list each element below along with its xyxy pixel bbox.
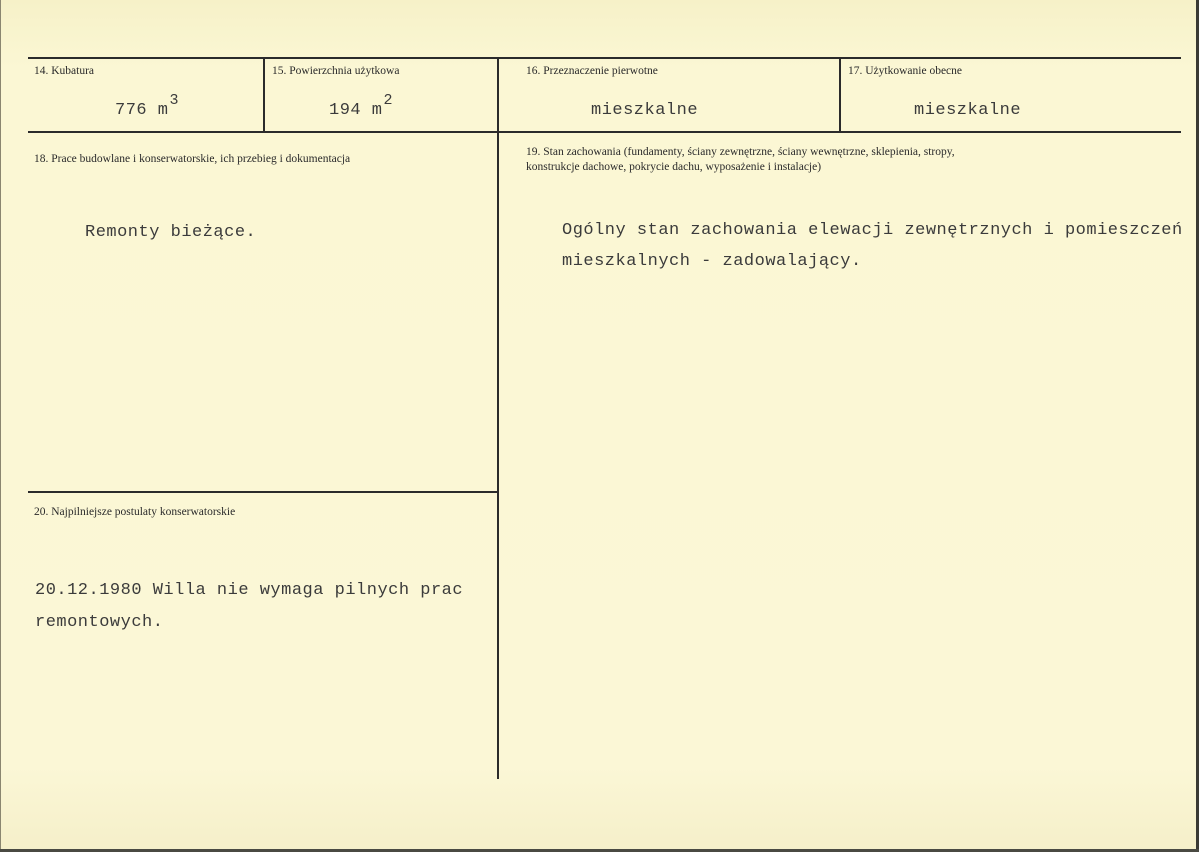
divider-14-15: [263, 58, 265, 132]
field-20-value-line1: 20.12.1980 Willa nie wymaga pilnych prac: [35, 581, 464, 600]
kubatura-exponent: 3: [169, 92, 180, 109]
field-20-label: 20. Najpilniejsze postulaty konserwatorskie: [34, 506, 236, 518]
top-rule: [28, 57, 1181, 59]
field-16-label: 16. Przeznaczenie pierwotne: [526, 65, 658, 77]
field18-bottom-rule: [28, 491, 498, 493]
field-18-value: Remonty bieżące.: [85, 223, 257, 242]
field-15-value: [329, 92, 394, 120]
field-19-value-line1: Ogólny stan zachowania elewacji zewnętrznych i pomieszczeń: [562, 221, 1183, 240]
field-19-label-line1: 19. Stan zachowania (fundamenty, ściany zewnętrzne, ściany wewnętrzne, sklepienia, stropy,: [526, 146, 955, 158]
area-value: 194 m: [329, 101, 383, 120]
field-14-value: [115, 92, 180, 120]
field-16-value: mieszkalne: [591, 101, 699, 120]
field-17-value: mieszkalne: [914, 101, 1022, 120]
main-vertical-divider: [497, 58, 499, 779]
field-14-label: 14. Kubatura: [34, 65, 95, 77]
row1-bottom-rule: [28, 131, 1181, 133]
field-19-label-line2: konstrukcje dachowe, pokrycie dachu, wyposażenie i instalacje): [526, 161, 822, 173]
area-exponent: 2: [383, 92, 394, 109]
card-edge-left: [0, 0, 1, 852]
field-20-value-line2: remontowych.: [35, 613, 164, 632]
kubatura-value: 776 m: [115, 101, 169, 120]
field-17-label: 17. Użytkowanie obecne: [848, 65, 963, 77]
field-15-label: 15. Powierzchnia użytkowa: [272, 65, 400, 77]
divider-16-17: [839, 58, 841, 132]
field-19-value-line2: mieszkalnych - zadowalający.: [562, 252, 862, 271]
field-18-label: 18. Prace budowlane i konserwatorskie, ich przebieg i dokumentacja: [34, 153, 351, 165]
